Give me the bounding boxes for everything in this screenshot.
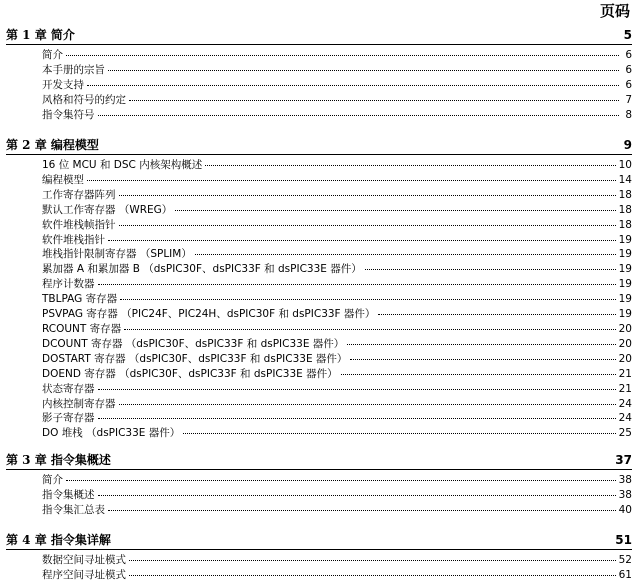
toc-entry[interactable] xyxy=(42,233,632,248)
toc-entry[interactable] xyxy=(42,78,632,93)
entry-page: 38 xyxy=(618,488,632,501)
entry-page: 19 xyxy=(618,293,632,306)
entry-title: 指令集汇总表 xyxy=(42,503,105,516)
entry-title: 简介 xyxy=(42,49,63,61)
entry-title: 工作寄存器阵列 xyxy=(42,188,116,201)
dot-leader xyxy=(350,358,615,360)
entry-page: 40 xyxy=(618,503,632,516)
toc-entry[interactable] xyxy=(42,322,632,337)
toc-entry[interactable] xyxy=(42,488,632,503)
chapter-3 xyxy=(6,452,632,518)
toc-entry[interactable] xyxy=(42,307,632,322)
dot-leader xyxy=(98,494,616,496)
page-number-header: 页码 xyxy=(599,2,630,20)
entry-page: 20 xyxy=(618,322,632,335)
toc-entry[interactable] xyxy=(42,218,632,233)
dot-leader xyxy=(108,509,616,511)
entry-title: 数据空间寻址模式 xyxy=(42,554,126,566)
dot-leader xyxy=(119,194,616,196)
chapter-page: 9 xyxy=(623,138,632,152)
entry-list xyxy=(6,48,632,123)
entry-page: 19 xyxy=(618,248,632,261)
toc-entry[interactable] xyxy=(42,292,632,307)
dot-leader xyxy=(124,328,615,330)
toc-entry[interactable] xyxy=(42,173,632,188)
dot-leader xyxy=(108,69,619,71)
toc-entry[interactable] xyxy=(42,48,632,63)
entry-title: 简介 xyxy=(42,474,63,486)
entry-title: 本手册的宗旨 xyxy=(42,63,105,76)
chapter-1 xyxy=(6,27,632,123)
toc-entry[interactable] xyxy=(42,63,632,78)
entry-title: DOEND 寄存器 （dsPIC30F、dsPIC33F 和 dsPIC33E 器件） xyxy=(42,367,338,380)
entry-title: 程序空间寻址模式 xyxy=(42,568,126,581)
entry-title: 软件堆栈帧指针 xyxy=(42,218,116,231)
dot-leader xyxy=(129,99,619,101)
entry-page: 24 xyxy=(618,397,632,410)
entry-title: 软件堆栈指针 xyxy=(42,233,105,246)
toc-entry[interactable] xyxy=(42,473,632,488)
entry-page: 20 xyxy=(618,337,632,350)
toc-entry[interactable] xyxy=(42,411,632,426)
entry-page: 21 xyxy=(618,382,632,395)
entry-page: 19 xyxy=(618,263,632,276)
dot-leader xyxy=(66,479,616,481)
entry-title: RCOUNT 寄存器 xyxy=(42,322,122,335)
entry-page: 6 xyxy=(625,63,632,76)
dot-leader xyxy=(87,179,616,181)
dot-leader xyxy=(87,84,619,86)
entry-list xyxy=(6,158,632,441)
entry-title: 编程模型 xyxy=(42,173,84,186)
entry-page: 18 xyxy=(618,188,632,201)
entry-title: 内核控制寄存器 xyxy=(42,397,116,410)
entry-title: 16 位 MCU 和 DSC 内核架构概述 xyxy=(42,159,203,171)
entry-page: 19 xyxy=(618,233,632,246)
dot-leader xyxy=(378,313,615,315)
toc-entry[interactable] xyxy=(42,277,632,292)
toc-entry[interactable] xyxy=(42,352,632,367)
entry-title: DO 堆栈 （dsPIC33E 器件） xyxy=(42,427,181,440)
dot-leader xyxy=(120,298,616,300)
entry-list xyxy=(6,473,632,518)
entry-page: 10 xyxy=(618,159,632,171)
dot-leader xyxy=(119,403,616,405)
chapter-heading[interactable] xyxy=(6,27,632,45)
entry-title: 状态寄存器 xyxy=(42,382,95,395)
entry-title: 风格和符号的约定 xyxy=(42,93,126,106)
entry-page: 8 xyxy=(625,108,632,121)
dot-leader xyxy=(205,164,615,166)
toc-entry[interactable] xyxy=(42,247,632,262)
entry-title: 指令集符号 xyxy=(42,108,95,121)
dot-leader xyxy=(98,114,620,116)
toc-entry[interactable] xyxy=(42,203,632,218)
entry-title: DOSTART 寄存器 （dsPIC30F、dsPIC33F 和 dsPIC33E 器件） xyxy=(42,352,348,365)
entry-page: 24 xyxy=(618,412,632,425)
toc-entry[interactable] xyxy=(42,188,632,203)
chapter-title: 第 3 章 指令集概述 xyxy=(6,453,111,467)
entry-page: 21 xyxy=(618,367,632,380)
entry-title: TBLPAG 寄存器 xyxy=(42,293,118,306)
chapter-title: 第 1 章 简介 xyxy=(6,28,75,42)
entry-title: 堆栈指针限制寄存器 （SPLIM） xyxy=(42,248,192,261)
toc-entry[interactable] xyxy=(42,382,632,397)
entry-list xyxy=(6,553,632,583)
entry-page: 6 xyxy=(625,78,632,91)
dot-leader xyxy=(175,209,615,211)
toc-entry[interactable] xyxy=(42,426,632,441)
entry-title: PSVPAG 寄存器 （PIC24F、PIC24H、dsPIC30F 和 dsPIC33F 器件） xyxy=(42,308,376,321)
chapter-title: 第 2 章 编程模型 xyxy=(6,138,99,152)
dot-leader xyxy=(195,253,616,255)
entry-page: 6 xyxy=(625,49,632,61)
entry-page: 18 xyxy=(618,203,632,216)
entry-page: 7 xyxy=(625,93,632,106)
entry-title: 程序计数器 xyxy=(42,278,95,291)
dot-leader xyxy=(108,239,616,241)
entry-title: 开发支持 xyxy=(42,78,84,91)
chapter-4 xyxy=(6,532,632,583)
entry-page: 38 xyxy=(618,474,632,486)
toc-entry[interactable] xyxy=(42,503,632,518)
entry-page: 18 xyxy=(618,218,632,231)
dot-leader xyxy=(347,343,615,345)
dot-leader xyxy=(98,388,616,390)
entry-page: 14 xyxy=(618,173,632,186)
toc-entry[interactable] xyxy=(42,93,632,108)
toc-entry[interactable] xyxy=(42,158,632,173)
entry-page: 19 xyxy=(618,278,632,291)
toc-entry[interactable] xyxy=(42,553,632,568)
entry-page: 19 xyxy=(618,308,632,321)
toc-entry[interactable] xyxy=(42,367,632,382)
toc-entry[interactable] xyxy=(42,262,632,277)
dot-leader xyxy=(98,283,616,285)
toc-entry[interactable] xyxy=(42,337,632,352)
dot-leader xyxy=(66,54,619,56)
dot-leader xyxy=(98,417,616,419)
entry-page: 20 xyxy=(618,352,632,365)
toc-entry[interactable] xyxy=(42,108,632,123)
toc-entry[interactable] xyxy=(42,397,632,412)
chapter-heading[interactable] xyxy=(6,532,632,550)
chapter-page: 5 xyxy=(623,28,632,42)
chapter-page: 37 xyxy=(615,453,632,467)
entry-title: DCOUNT 寄存器 （dsPIC30F、dsPIC33F 和 dsPIC33E 器件） xyxy=(42,337,345,350)
entry-title: 累加器 A 和累加器 B （dsPIC30F、dsPIC33F 和 dsPIC33E 器件） xyxy=(42,263,362,276)
dot-leader xyxy=(129,574,616,576)
dot-leader xyxy=(341,373,616,375)
entry-title: 指令集概述 xyxy=(42,488,95,501)
chapter-heading[interactable] xyxy=(6,452,632,470)
entry-page: 52 xyxy=(618,554,632,566)
dot-leader xyxy=(119,224,616,226)
dot-leader xyxy=(365,268,616,270)
dot-leader xyxy=(183,432,615,434)
entry-page: 61 xyxy=(618,568,632,581)
dot-leader xyxy=(129,559,616,561)
chapter-2 xyxy=(6,137,632,441)
chapter-page: 51 xyxy=(615,533,632,547)
toc-entry[interactable] xyxy=(42,568,632,583)
entry-page: 25 xyxy=(618,427,632,440)
entry-title: 默认工作寄存器 （WREG） xyxy=(42,203,173,216)
chapter-title: 第 4 章 指令集详解 xyxy=(6,533,111,547)
chapter-heading[interactable] xyxy=(6,137,632,155)
entry-title: 影子寄存器 xyxy=(42,412,95,425)
